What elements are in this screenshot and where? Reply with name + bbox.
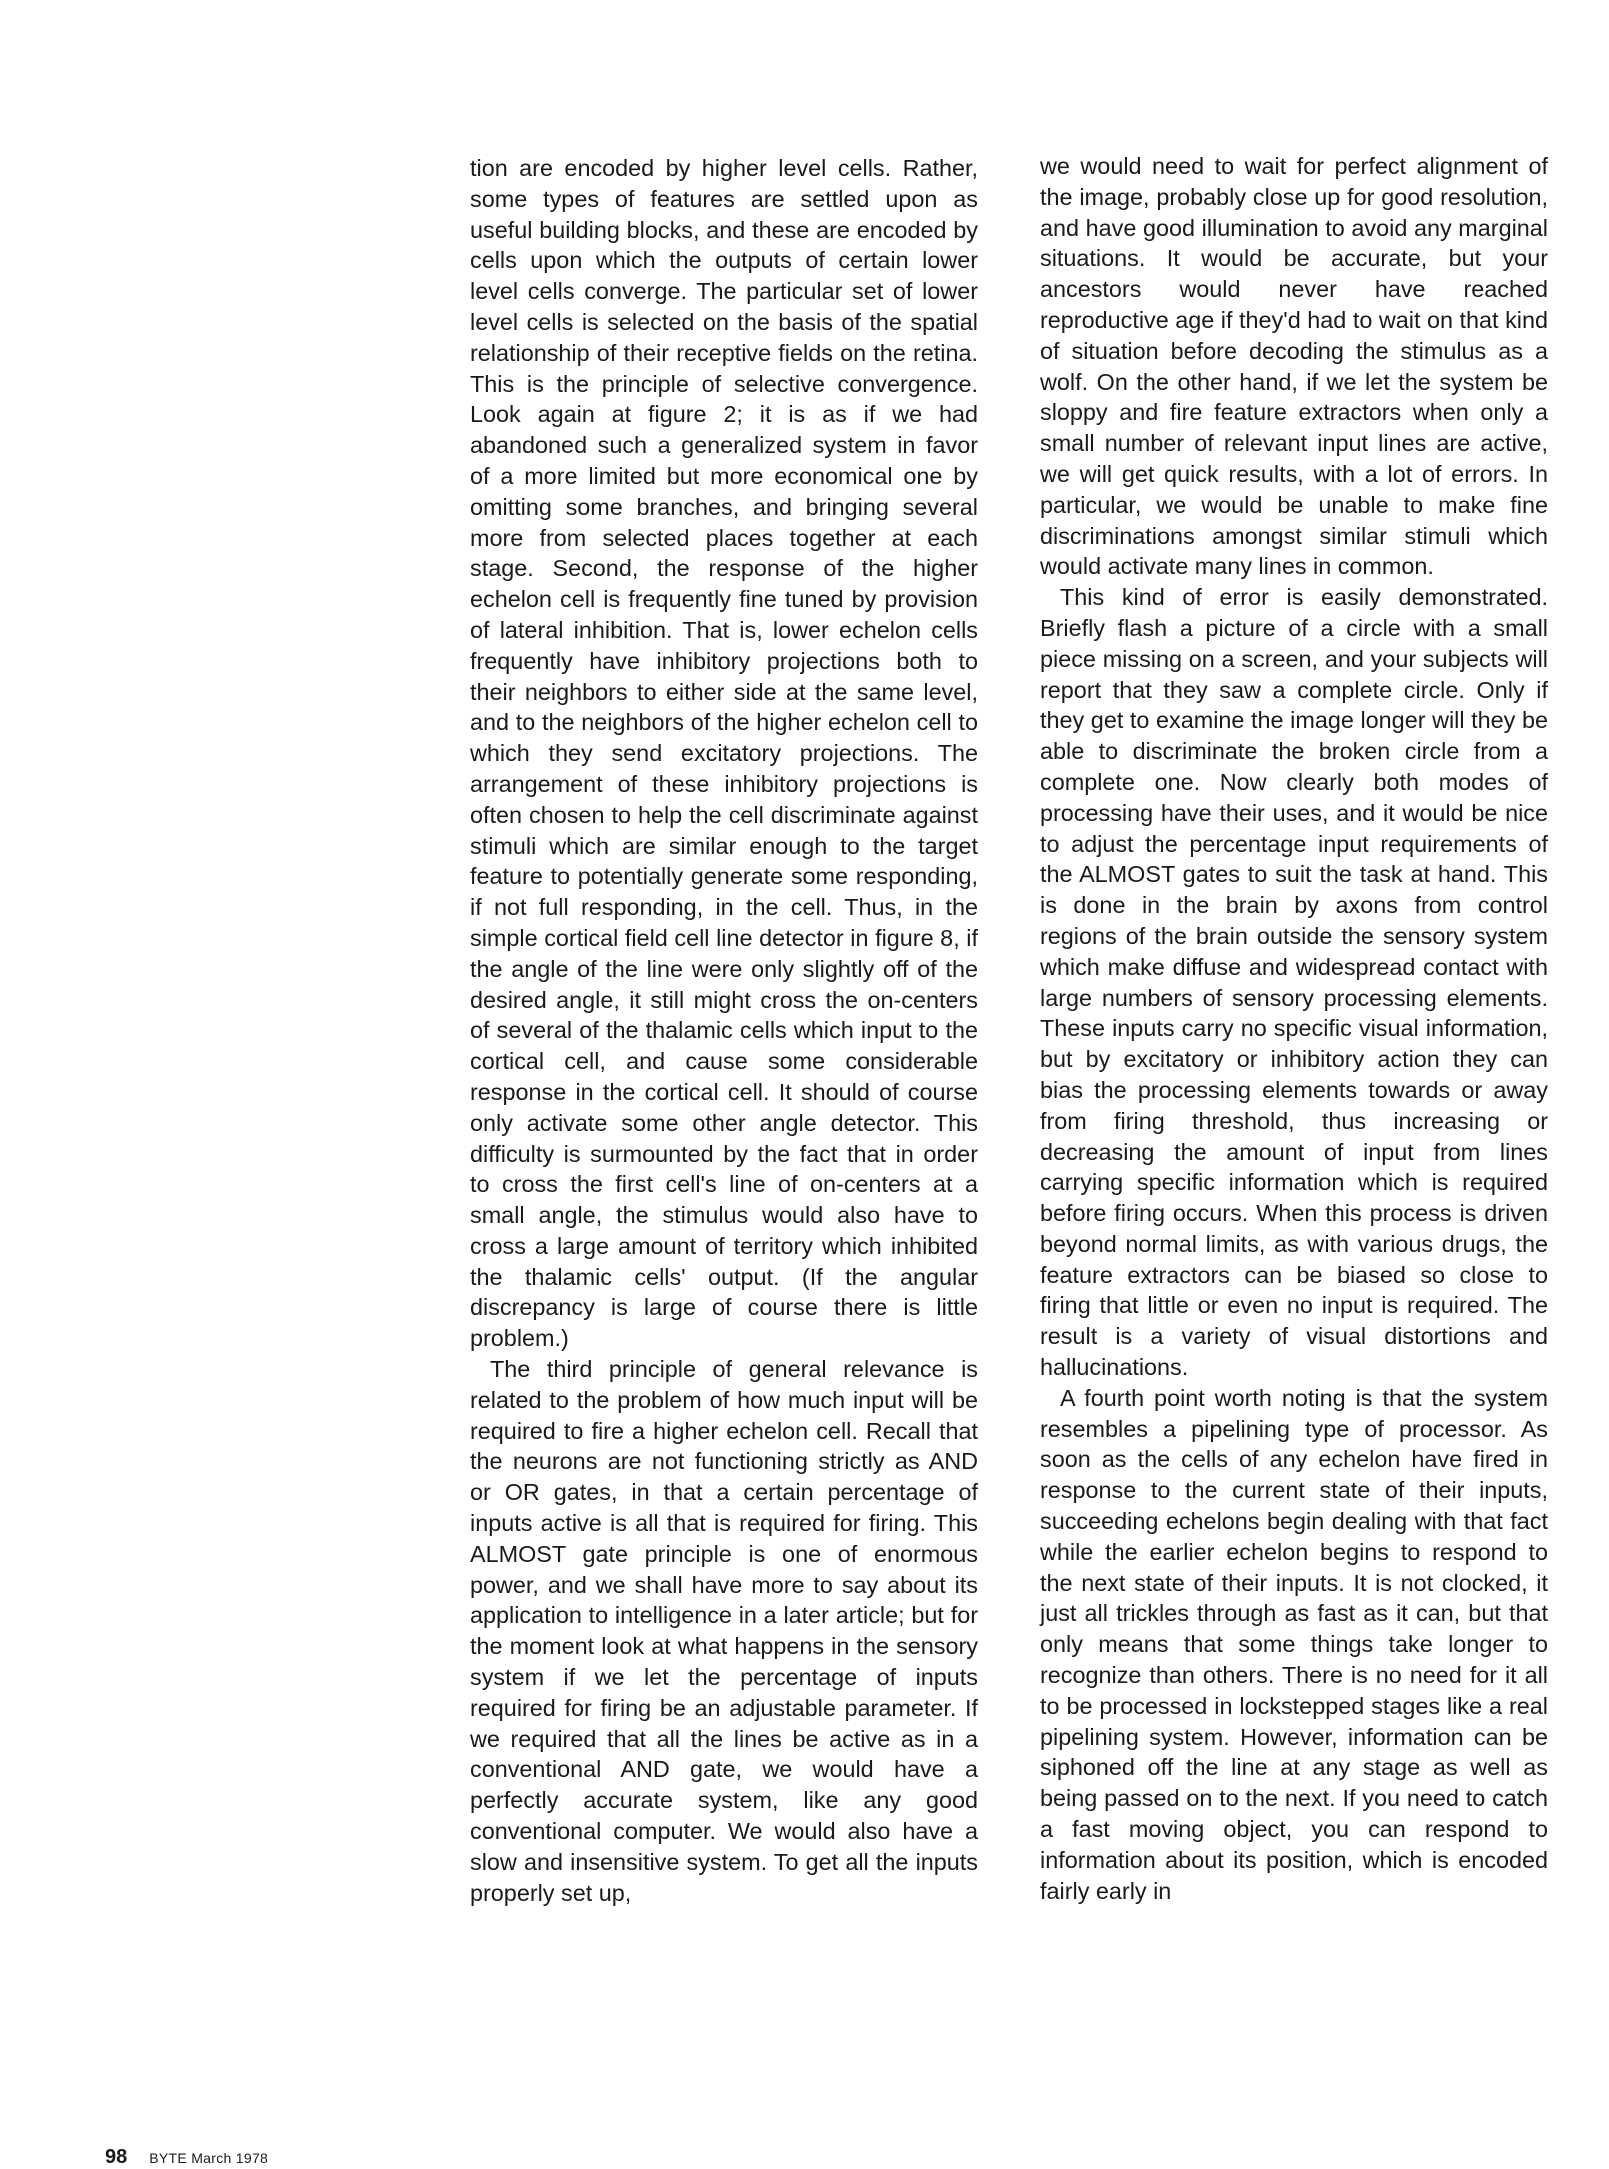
- left-text-column: [470, 153, 978, 1908]
- publication-line: BYTE March 1978: [149, 2150, 269, 2166]
- paragraph: we would need to wait for perfect alignment of the image, probably close up for good resolution, and have good illumination to avoid any marginal situations. It would be accurate, but your ancestors would never have reached reproductive age if they'd had to wait on that kind of situation before decoding the stimulus as a wolf. On the other hand, if we let the system be sloppy and fire feature extractors when only a small number of relevant input lines are active, we will get quick results, with a lot of errors. In particular, we would be unable to make fine discriminations amongst similar stimuli which would activate many lines in common.: [1040, 153, 1548, 580]
- page-number: 98: [105, 2146, 128, 2168]
- paragraph: The third principle of general relevance is related to the problem of how much input will be required to fire a higher echelon cell. Recall that the neurons are not functioning strictly as AND or OR gates, in that a certain percentage of inputs active is all that is required for firing. This ALMOST gate principle is one of enormous power, and we shall have more to say about its application to intelligence in a later article; but for the moment look at what happens in the sensory system if we let the percentage of inputs required for firing be an adjustable parameter. If we required that all the lines be active as in a conventional AND gate, we would have a perfectly accurate system, like any good conventional computer. We would also have a slow and insensitive system. To get all the inputs properly set up,: [470, 1356, 978, 1906]
- page-footer: [105, 2146, 268, 2166]
- paragraph: tion are encoded by higher level cells. Rather, some types of features are settled upon as useful building blocks, and these are encoded by cells upon which the outputs of certain lower level cells converge. The particular set of lower level cells is selected on the basis of the spatial relationship of their receptive fields on the retina. This is the principle of selective convergence. Look again at figure 2; it is as if we had abandoned such a generalized system in favor of a more limited but more economical one by omitting some branches, and bringing several more from selected places together at each stage. Second, the response of the higher echelon cell is frequently fine tuned by provision of lateral inhibition. That is, lower echelon cells frequently have inhibitory projections both to their neighbors to either side at the same level, and to the neighbors of the higher echelon cell to which they send excitatory projections. The arrangement of these inhibitory projections is often chosen to help the cell discriminate against stimuli which are similar enough to the target feature to potentially generate some responding, if not full responding, in the cell. Thus, in the simple cortical field cell line detector in figure 8, if the angle of the line were only slightly off of the desired angle, it still might cross the on-centers of several of the thalamic cells which input to the cortical cell, and cause some considerable response in the cortical cell. It should of course only activate some other angle detector. This difficulty is surmounted by the fact that in order to cross the first cell's line of on-centers at a small angle, the stimulus would also have to cross a large amount of territory which inhibited the thalamic cells' output. (If the angular discrepancy is large of course there is little problem.): [470, 155, 978, 1352]
- paragraph: A fourth point worth noting is that the system resembles a pipelining type of processor. As soon as the cells of any echelon have fired in response to the current state of their inputs, succeeding echelons begin dealing with that fact while the earlier echelon begins to respond to the next state of their inputs. It is not clocked, it just all trickles through as fast as it can, but that only means that some things take longer to recognize than others. There is no need for it all to be processed in lockstepped stages like a real pipelining system. However, information can be siphoned off the line at any stage as well as being passed on to the next. If you need to catch a fast moving object, you can respond to information about its position, which is encoded fairly early in: [1040, 1384, 1548, 1904]
- paragraph: This kind of error is easily demonstrated. Briefly flash a picture of a circle with a small piece missing on a screen, and your subjects will report that they saw a complete circle. Only if they get to examine the image longer will they be able to discriminate the broken circle from a complete one. Now clearly both modes of processing have their uses, and it would be nice to adjust the percentage input requirements of the ALMOST gates to suit the task at hand. This is done in the brain by axons from control regions of the brain outside the sensory system which make diffuse and widespread contact with large numbers of sensory processing elements. These inputs carry no specific visual information, but by excitatory or inhibitory action they can bias the processing elements towards or away from firing threshold, thus increasing or decreasing the amount of input from lines carrying specific information which is required before firing occurs. When this process is driven beyond normal limits, as with various drugs, the feature extractors can be biased so close to firing that little or even no input is required. The result is a variety of visual distortions and hallucinations.: [1040, 584, 1548, 1381]
- right-text-column: [1040, 151, 1548, 1906]
